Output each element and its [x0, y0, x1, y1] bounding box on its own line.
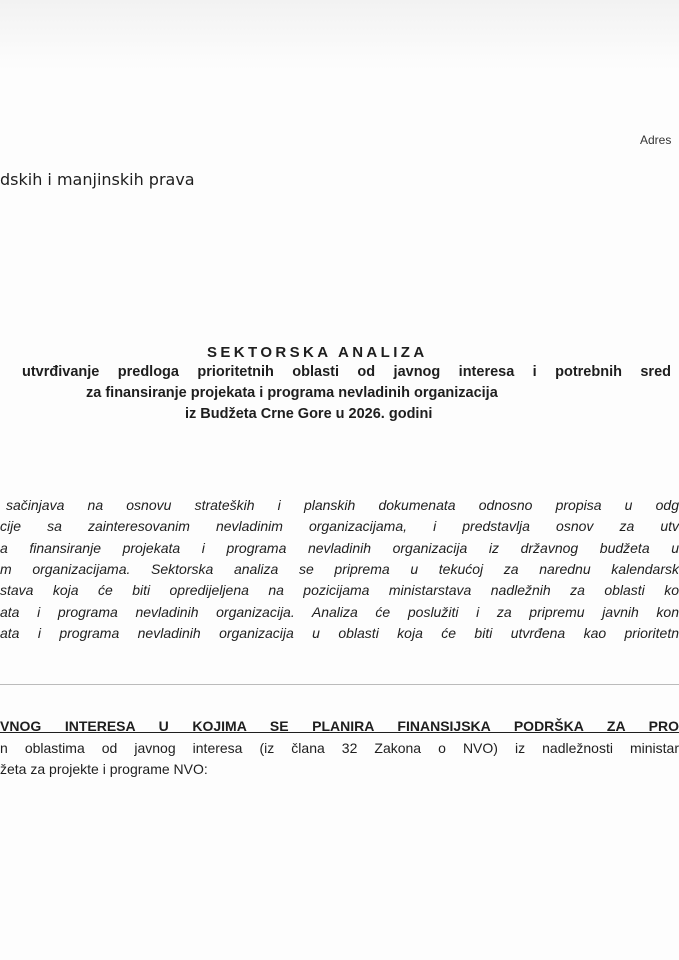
address-label: Adres: [640, 133, 672, 147]
paragraph-line: m organizacijama. Sektorska analiza se priprema u tekućoj za narednu kalendarsk: [0, 561, 679, 577]
paragraph-line: a finansiranje projekata i programa nevladinih organizacija iz državnog budžeta u: [0, 540, 679, 556]
paragraph-line: ata i programa nevladinih organizacija. Analiza će poslužiti i za pripremu javnih kon: [0, 604, 679, 620]
scan-top-shading: [0, 0, 679, 70]
paragraph-line: sačinjava na osnovu strateških i planskih dokumenata odnosno propisa u odg: [6, 497, 679, 513]
paragraph-line: stava koja će biti opredijeljena na pozicijama ministarstava nadležnih za oblasti ko: [0, 582, 679, 598]
section-line: žeta za projekte i programe NVO:: [0, 761, 208, 777]
horizontal-divider: [0, 684, 679, 685]
paragraph-line: cije sa zainteresovanim nevladinim organizacijama, i predstavlja osnov za utv: [0, 518, 679, 534]
subtitle-line-2: za finansiranje projekata i programa nevladinih organizacija: [86, 385, 498, 401]
section-heading: VNOG INTERESA U KOJIMA SE PLANIRA FINANSIJSKA PODRŠKA ZA PRO: [0, 718, 679, 734]
paragraph-line: ata i programa nevladinih organizacija u oblasti koja će biti utvrđena kao prioritetn: [0, 625, 679, 641]
document-title: SEKTORSKA ANALIZA: [207, 344, 428, 361]
subtitle-line-1: utvrđivanje predloga prioritetnih oblasti od javnog interesa i potrebnih sred: [22, 364, 671, 380]
section-line: n oblastima od javnog interesa (iz člana 32 Zakona o NVO) iz nadležnosti ministar: [0, 740, 679, 756]
subtitle-line-3: iz Budžeta Crne Gore u 2026. godini: [185, 406, 433, 422]
ministry-name: dskih i manjinskih prava: [0, 170, 195, 189]
